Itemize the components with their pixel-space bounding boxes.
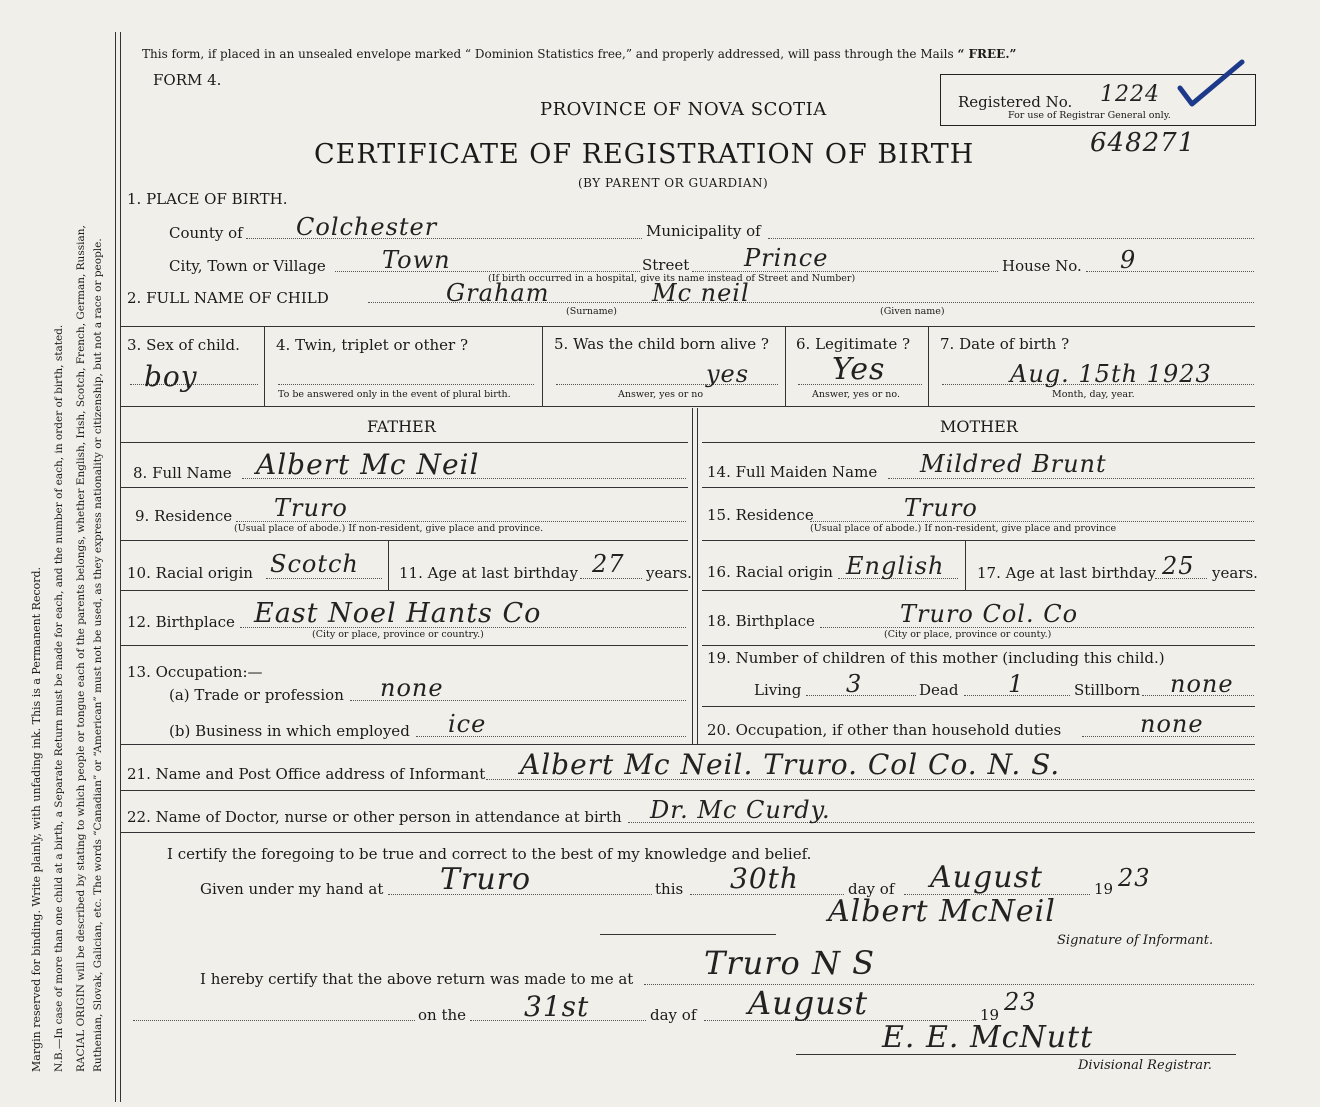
certify-place: Truro bbox=[440, 862, 532, 897]
legitimate-value: Yes bbox=[832, 352, 886, 387]
mother-name-label: 14. Full Maiden Name bbox=[707, 463, 878, 481]
child-given-name: Mc neil bbox=[652, 279, 750, 307]
registrar-text: I hereby certify that the above return was made to me at bbox=[200, 970, 634, 988]
trade-value: none bbox=[380, 674, 444, 702]
racial-note-2: Ruthenian, Slovak, Galician, etc. The words “Canadian” or “American” must not be used, as they express nationality or citizenship, but not a race or people. bbox=[92, 238, 104, 1072]
father-birthplace-label: 12. Birthplace bbox=[127, 613, 235, 631]
alive-value: yes bbox=[706, 360, 750, 388]
margin-note: Margin reserved for binding. Write plainly, with unfading ink. This is a Permanent Record. bbox=[30, 566, 43, 1072]
registrar-dayof-label: day of bbox=[650, 1006, 697, 1024]
dead-value: 1 bbox=[1008, 670, 1025, 698]
child-name-label: 2. FULL NAME OF CHILD bbox=[127, 289, 329, 307]
house-label: House No. bbox=[1002, 257, 1082, 275]
father-residence-note: (Usual place of abode.) If non-resident, give place and province. bbox=[234, 523, 544, 534]
alive-label: 5. Was the child born alive ? bbox=[554, 335, 769, 353]
living-value: 3 bbox=[846, 670, 863, 698]
municipality-label: Municipality of bbox=[646, 222, 761, 240]
father-race-label: 10. Racial origin bbox=[127, 564, 253, 582]
mother-residence-value: Truro bbox=[904, 494, 978, 522]
mother-years-label: years. bbox=[1212, 564, 1258, 582]
certify-dayof-label: day of bbox=[848, 880, 895, 898]
father-name-value: Albert Mc Neil bbox=[256, 448, 480, 481]
this-label: this bbox=[655, 880, 684, 898]
divisional-registrar-label: Divisional Registrar. bbox=[1078, 1058, 1212, 1073]
father-occupation-label: 13. Occupation:— bbox=[127, 663, 263, 681]
certify-month: August bbox=[930, 860, 1043, 895]
nb-note: N.B.—In case of more than one child at a birth, a Separate Return must be made for each, and the number of each, in order of birth, stated. bbox=[53, 324, 65, 1072]
mother-residence-note: (Usual place of abode.) If non-resident, give place and province bbox=[810, 523, 1117, 534]
dead-label: Dead bbox=[919, 681, 959, 699]
registered-number: 1224 bbox=[1100, 82, 1160, 107]
informant-signature: Albert McNeil bbox=[828, 894, 1056, 929]
certify-day: 30th bbox=[730, 862, 799, 895]
stillborn-label: Stillborn bbox=[1074, 681, 1141, 699]
province-heading: PROVINCE OF NOVA SCOTIA bbox=[540, 99, 827, 120]
father-heading: FATHER bbox=[367, 417, 436, 436]
mother-age-label: 17. Age at last birthday bbox=[977, 564, 1156, 582]
trade-label: (a) Trade or profession bbox=[169, 686, 344, 704]
father-age-value: 27 bbox=[592, 550, 625, 578]
margin-line bbox=[115, 32, 116, 1102]
twin-note: To be answered only in the event of plural birth. bbox=[278, 389, 511, 400]
doctor-label: 22. Name of Doctor, nurse or other person in attendance at birth bbox=[127, 808, 622, 826]
mother-occupation-label: 20. Occupation, if other than household duties bbox=[707, 721, 1062, 739]
father-years-label: years. bbox=[646, 564, 692, 582]
father-name-label: 8. Full Name bbox=[133, 464, 232, 482]
legitimate-label: 6. Legitimate ? bbox=[796, 335, 911, 353]
certify-text: I certify the foregoing to be true and correct to the best of my knowledge and belief. bbox=[167, 845, 812, 863]
onthe-label: on the bbox=[418, 1006, 467, 1024]
registrar-month: August bbox=[748, 984, 869, 1022]
street-value: Prince bbox=[744, 244, 829, 272]
county-value: Colchester bbox=[296, 213, 438, 241]
hospital-note: (If birth occurred in a hospital, give its name instead of Street and Number) bbox=[488, 273, 856, 284]
twin-label: 4. Twin, triplet or other ? bbox=[276, 336, 468, 354]
father-residence-value: Truro bbox=[274, 494, 348, 522]
registrar-signature: E. E. McNutt bbox=[882, 1020, 1094, 1055]
check-mark-icon bbox=[1176, 58, 1248, 112]
registrar-place: Truro N S bbox=[704, 944, 876, 982]
surname-note: (Surname) bbox=[566, 306, 617, 317]
mother-age-value: 25 bbox=[1162, 552, 1195, 580]
place-of-birth-label: 1. PLACE OF BIRTH. bbox=[127, 190, 288, 208]
dob-note: Month, day, year. bbox=[1052, 389, 1135, 400]
registered-label: Registered No. bbox=[958, 93, 1073, 111]
signature-of-informant-label: Signature of Informant. bbox=[1057, 933, 1214, 948]
form-number: FORM 4. bbox=[153, 71, 222, 89]
house-value: 9 bbox=[1120, 246, 1137, 274]
sex-label: 3. Sex of child. bbox=[127, 336, 240, 354]
city-value: Town bbox=[382, 246, 451, 274]
children-label: 19. Number of children of this mother (including this child.) bbox=[707, 649, 1165, 667]
mother-heading: MOTHER bbox=[940, 417, 1018, 436]
county-label: County of bbox=[169, 224, 243, 242]
mother-residence-label: 15. Residence bbox=[707, 506, 814, 524]
certificate-subtitle: (BY PARENT OR GUARDIAN) bbox=[578, 176, 769, 190]
registrar-general-note: For use of Registrar General only. bbox=[1008, 110, 1171, 121]
certificate-title: CERTIFICATE OF REGISTRATION OF BIRTH bbox=[314, 139, 975, 170]
mother-race-label: 16. Racial origin bbox=[707, 563, 833, 581]
father-birthplace-value: East Noel Hants Co bbox=[254, 598, 542, 629]
alive-note: Answer, yes or no bbox=[618, 389, 704, 400]
living-label: Living bbox=[754, 681, 802, 699]
mother-name-value: Mildred Brunt bbox=[920, 450, 1107, 478]
sex-value: boy bbox=[144, 360, 198, 393]
given-name-note: (Given name) bbox=[880, 306, 945, 317]
father-age-label: 11. Age at last birthday bbox=[399, 564, 578, 582]
business-label: (b) Business in which employed bbox=[169, 722, 410, 740]
certify-year-prefix: 19 bbox=[1094, 880, 1114, 898]
doctor-value: Dr. Mc Curdy. bbox=[650, 796, 831, 824]
street-label: Street bbox=[642, 256, 690, 274]
racial-note-1: RACIAL ORIGIN will be described by stating to which people or tongue each of the parents belongs, whether English, Irish, Scotch, French, German, Russian, bbox=[75, 225, 87, 1072]
mail-notice: This form, if placed in an unsealed envelope marked “ Dominion Statistics free,” and properly addressed, will pass through the Mails “ FREE.” bbox=[142, 47, 1017, 61]
registrar-day: 31st bbox=[524, 990, 590, 1023]
dob-label: 7. Date of birth ? bbox=[940, 335, 1070, 353]
city-label: City, Town or Village bbox=[169, 257, 326, 275]
given-under-label: Given under my hand at bbox=[200, 880, 384, 898]
legitimate-note: Answer, yes or no. bbox=[812, 389, 901, 400]
father-birthplace-note: (City or place, province or country.) bbox=[312, 629, 484, 640]
informant-value: Albert Mc Neil. Truro. Col Co. N. S. bbox=[520, 748, 1061, 781]
informant-label: 21. Name and Post Office address of Informant bbox=[127, 765, 486, 783]
father-residence-label: 9. Residence bbox=[135, 507, 233, 525]
mother-birthplace-value: Truro Col. Co bbox=[900, 600, 1079, 628]
mother-occupation-value: none bbox=[1140, 710, 1204, 738]
mother-birthplace-label: 18. Birthplace bbox=[707, 612, 815, 630]
mother-race-value: English bbox=[846, 552, 945, 580]
father-race-value: Scotch bbox=[270, 550, 359, 578]
certify-year: 23 bbox=[1118, 864, 1151, 892]
dob-value: Aug. 15th 1923 bbox=[1010, 360, 1212, 388]
stillborn-value: none bbox=[1170, 670, 1234, 698]
handwritten-number: 648271 bbox=[1090, 128, 1196, 158]
registrar-year-prefix: 19 bbox=[980, 1006, 1000, 1024]
business-value: ice bbox=[448, 710, 487, 738]
registrar-year: 23 bbox=[1004, 988, 1037, 1016]
mother-birthplace-note: (City or place, province or county.) bbox=[884, 629, 1052, 640]
child-surname: Graham bbox=[446, 279, 550, 307]
margin-line-inner bbox=[120, 32, 121, 1102]
